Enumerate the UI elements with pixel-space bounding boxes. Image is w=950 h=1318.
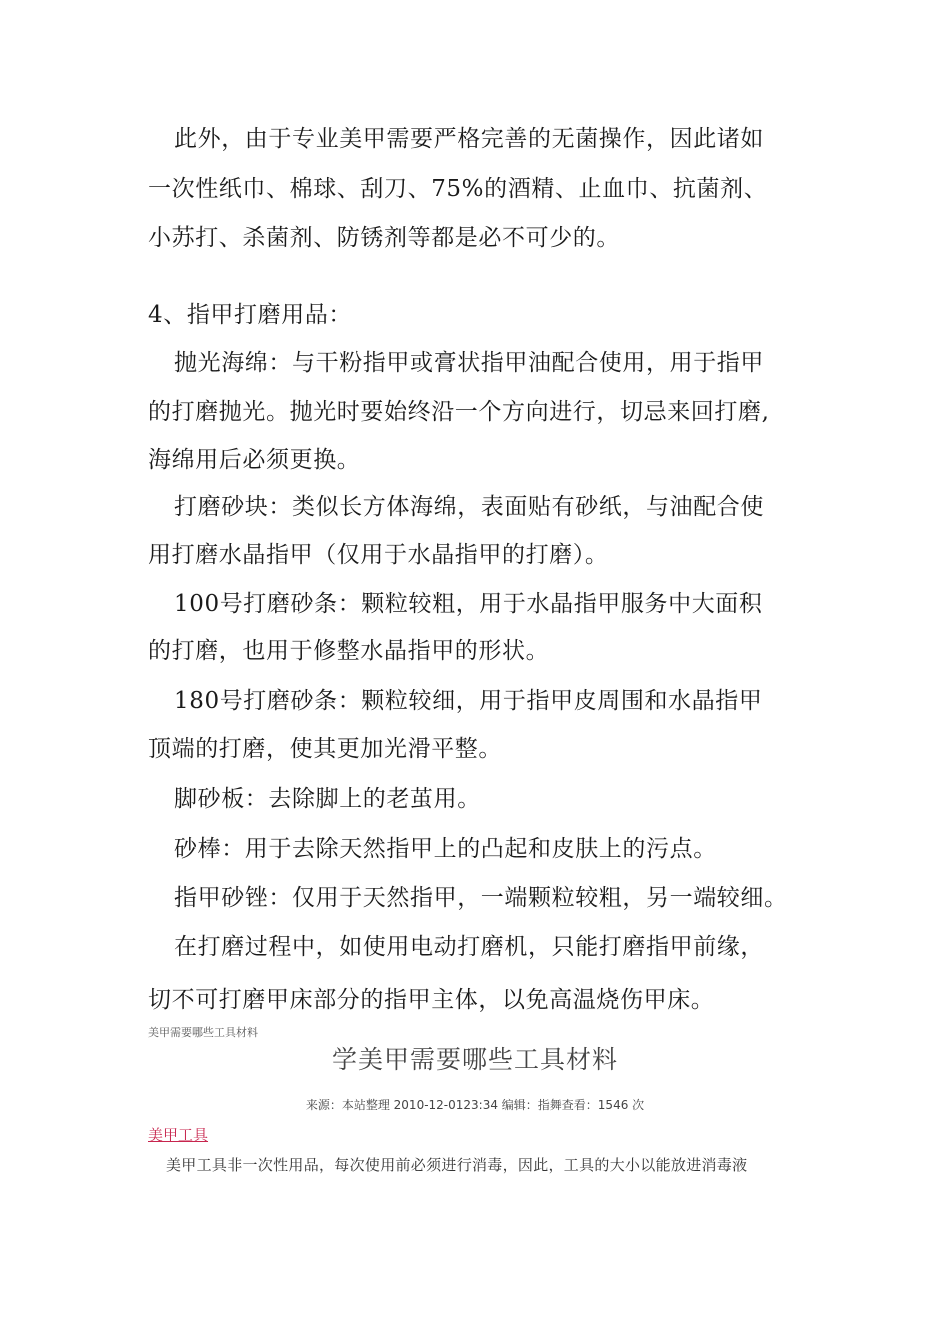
paragraph-line: 小苏打、杀菌剂、防锈剂等都是必不可少的。 [148, 225, 620, 251]
paragraph-line: 用打磨水晶指甲（仅用于水晶指甲的打磨）。 [148, 542, 609, 568]
paragraph-line: 在打磨过程中，如使用电动打磨机，只能打磨指甲前缘， [174, 934, 764, 960]
paragraph-line: 海绵用后必须更换。 [148, 447, 361, 473]
paragraph-line: 顶端的打磨，使其更加光滑平整。 [148, 736, 502, 762]
paragraph-line: 100号打磨砂条：颗粒较粗，用于水晶指甲服务中大面积 [174, 591, 763, 617]
paragraph-line: 一次性纸巾、棉球、刮刀、75%的酒精、止血巾、抗菌剂、 [148, 176, 768, 202]
paragraph-line: 砂棒：用于去除天然指甲上的凸起和皮肤上的污点。 [174, 836, 717, 862]
paragraph-line: 指甲砂锉：仅用于天然指甲，一端颗粒较粗，另一端较细。 [174, 885, 788, 911]
paragraph-line: 180号打磨砂条：颗粒较细，用于指甲皮周围和水晶指甲 [174, 688, 763, 714]
section-link-nail-tools[interactable]: 美甲工具 [148, 1126, 209, 1144]
paragraph-line: 的打磨，也用于修整水晶指甲的形状。 [148, 638, 550, 664]
paragraph-line: 此外，由于专业美甲需要严格完善的无菌操作，因此诸如 [174, 126, 764, 152]
paragraph-line: 切不可打磨甲床部分的指甲主体，以免高温烧伤甲床。 [148, 987, 715, 1013]
article-body-line: 美甲工具非一次性用品，每次使用前必须进行消毒，因此，工具的大小以能放进消毒液 [166, 1156, 748, 1174]
article-meta: 来源：本站整理 2010-12-0123:34 编辑：指舞查看：1546 次 [305, 1098, 645, 1112]
page-label: 美甲需要哪些工具材料 [148, 1026, 258, 1039]
paragraph-line: 脚砂板：去除脚上的老茧用。 [174, 786, 481, 812]
paragraph-line: 打磨砂块：类似长方体海绵，表面贴有砂纸，与油配合使 [174, 494, 764, 520]
section-heading: 4、指甲打磨用品： [148, 302, 353, 328]
article-title: 学美甲需要哪些工具材料 [331, 1045, 618, 1074]
paragraph-line: 抛光海绵：与干粉指甲或膏状指甲油配合使用，用于指甲 [174, 350, 764, 376]
paragraph-line: 的打磨抛光。抛光时要始终沿一个方向进行，切忌来回打磨, [148, 399, 770, 425]
